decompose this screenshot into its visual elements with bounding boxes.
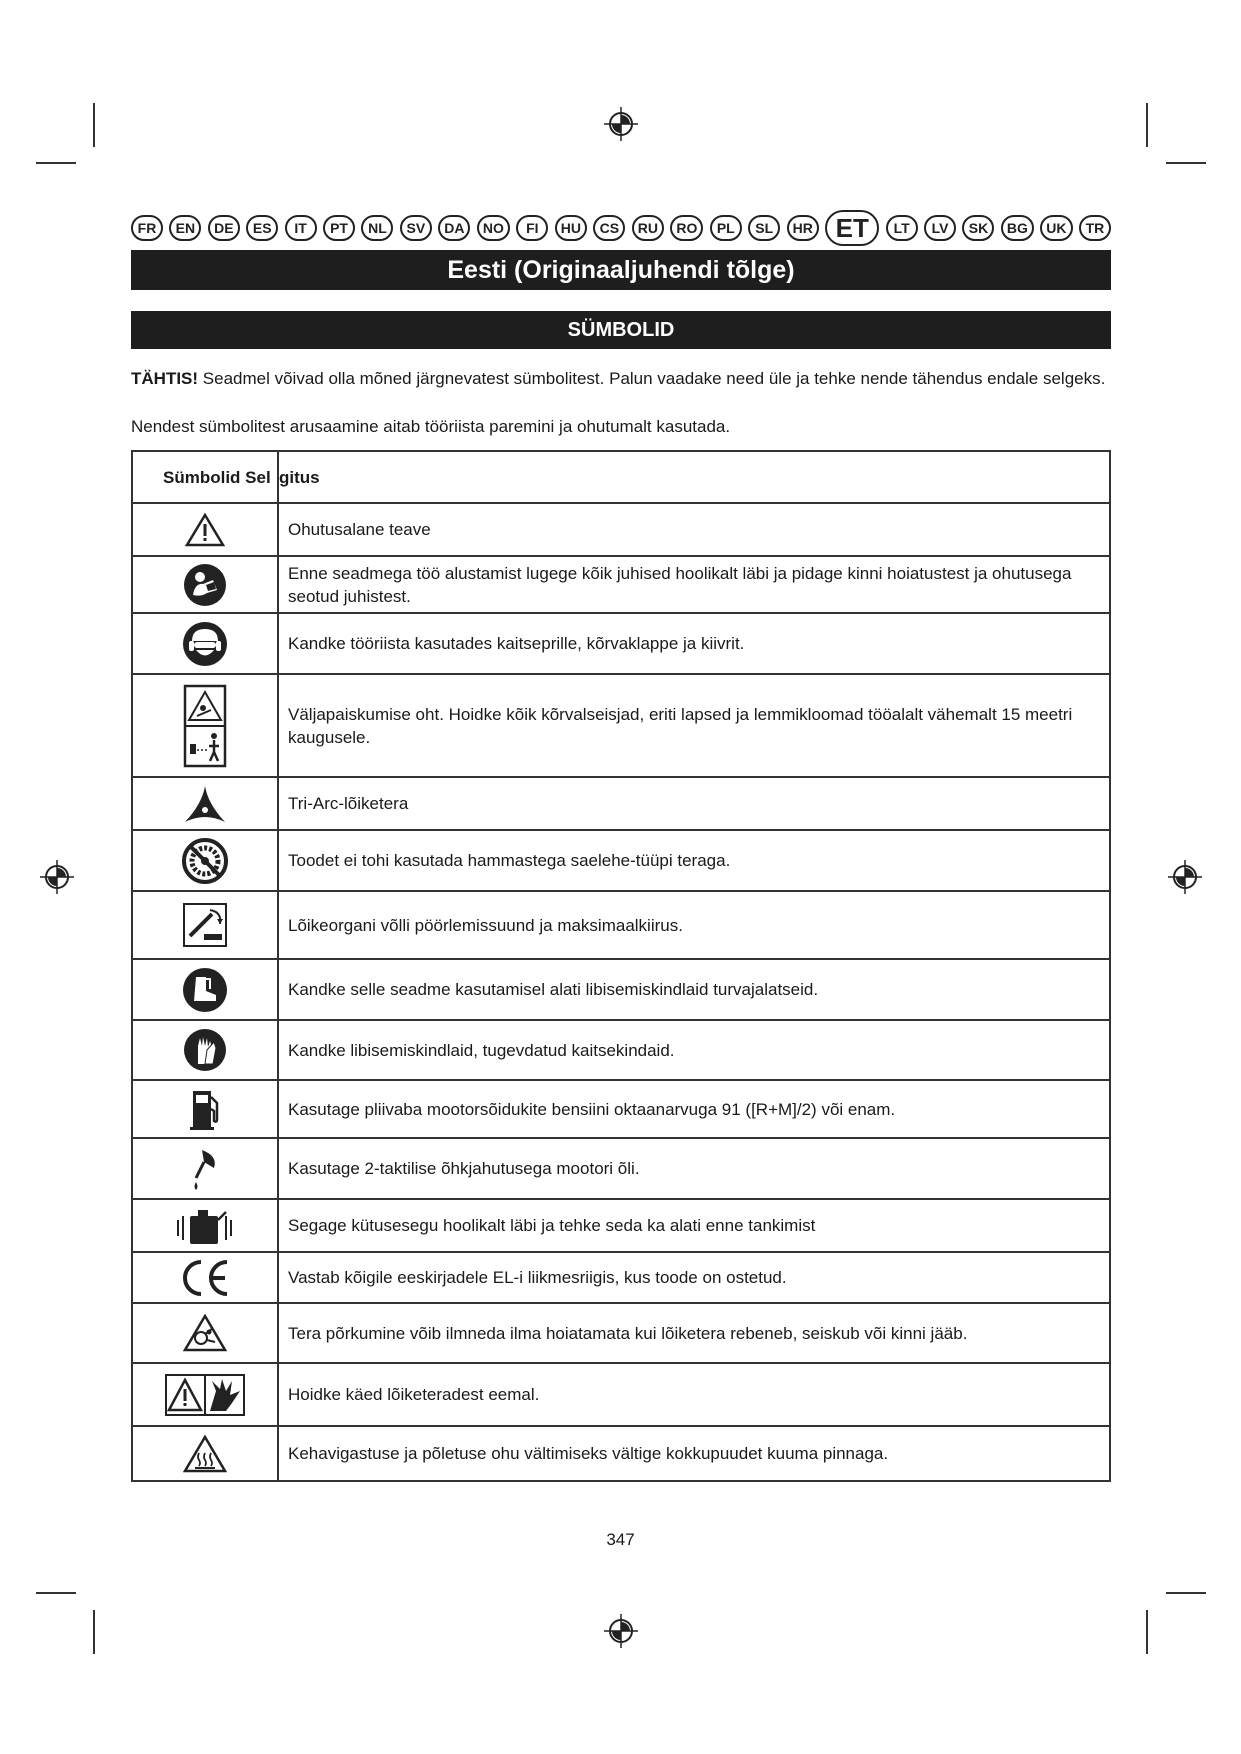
oil-can-icon <box>190 1146 220 1192</box>
table-row <box>132 830 1110 891</box>
table-row <box>132 503 1110 556</box>
table-row <box>132 1303 1110 1363</box>
description-cell: Enne seadmega töö alustamist lugege kõik juhised hoolikalt läbi ja pidage kinni hoiatustest ja ohutusega seotud juhistest. <box>278 556 1110 613</box>
description-cell: Tri-Arc-lõiketera <box>278 777 1110 830</box>
symbol-cell <box>132 556 278 613</box>
hot-surface-icon <box>183 1435 227 1473</box>
crop-mark <box>1166 162 1206 164</box>
table-row <box>132 613 1110 674</box>
language-tab[interactable]: CS <box>593 215 625 241</box>
table-row <box>132 674 1110 777</box>
language-tab[interactable]: TR <box>1079 215 1111 241</box>
crop-mark <box>1146 1610 1148 1654</box>
blade-thrust-warning-icon <box>183 1314 227 1352</box>
header-col2: gitus <box>279 467 320 487</box>
crop-mark <box>36 1592 76 1594</box>
header-cell <box>278 451 1110 503</box>
table-header-row <box>132 451 1110 503</box>
description-cell: Segage kütusesegu hoolikalt läbi ja tehke seda ka alati enne tankimist <box>278 1199 1110 1252</box>
language-tab[interactable]: SL <box>748 215 780 241</box>
table-row <box>132 556 1110 613</box>
symbol-cell <box>132 777 278 830</box>
symbol-cell <box>132 674 278 777</box>
symbol-cell <box>132 1080 278 1138</box>
keep-hands-away-icon <box>164 1373 246 1417</box>
registration-mark-icon <box>1168 860 1202 894</box>
language-selector <box>131 208 1111 248</box>
fuel-pump-icon <box>187 1087 223 1131</box>
ce-mark-icon <box>177 1258 233 1298</box>
language-tab[interactable]: LV <box>924 215 956 241</box>
language-tab[interactable]: PL <box>710 215 742 241</box>
crop-mark <box>36 162 76 164</box>
language-tab[interactable]: NL <box>361 215 393 241</box>
registration-mark-icon <box>604 107 638 141</box>
symbol-cell <box>132 1363 278 1426</box>
table-row <box>132 1138 1110 1199</box>
crop-mark <box>93 1610 95 1654</box>
language-tab[interactable]: BG <box>1001 215 1034 241</box>
symbol-cell <box>132 1020 278 1080</box>
table-row <box>132 1199 1110 1252</box>
table-row <box>132 777 1110 830</box>
language-tab[interactable]: ES <box>246 215 278 241</box>
description-cell: Kehavigastuse ja põletuse ohu vältimiseks vältige kokkupuudet kuuma pinnaga. <box>278 1426 1110 1481</box>
description-cell: Lõikeorgani võlli pöörlemissuund ja maksimaalkiirus. <box>278 891 1110 959</box>
symbol-cell <box>132 959 278 1020</box>
table-row <box>132 1363 1110 1426</box>
warning-triangle-icon <box>185 513 225 547</box>
table-row <box>132 1252 1110 1303</box>
language-tab[interactable]: NO <box>477 215 510 241</box>
description-cell: Ohutusalane teave <box>278 503 1110 556</box>
section-title: SÜMBOLID <box>131 311 1111 349</box>
important-label: TÄHTIS! <box>131 369 199 388</box>
helmet-goggles-earmuffs-icon <box>182 621 228 667</box>
intro-paragraph-2: Nendest sümbolitest arusaamine aitab tööriista paremini ja ohutumalt kasutada. <box>131 417 731 436</box>
symbol-cell <box>132 830 278 891</box>
shaft-rotation-speed-icon <box>182 902 228 948</box>
safety-gloves-icon <box>183 1028 227 1072</box>
page-number: 347 <box>606 1530 635 1549</box>
language-tab[interactable]: FI <box>516 215 548 241</box>
registration-mark-icon <box>604 1614 638 1648</box>
description-cell: Hoidke käed lõiketeradest eemal. <box>278 1363 1110 1426</box>
symbol-cell <box>132 1252 278 1303</box>
safety-boots-icon <box>182 967 228 1013</box>
symbol-cell <box>132 1138 278 1199</box>
language-tab[interactable]: HR <box>787 215 819 241</box>
description-cell: Kasutage pliivaba mootorsõidukite bensiini oktaanarvuga 91 ([R+M]/2) või enam. <box>278 1080 1110 1138</box>
language-tab[interactable]: IT <box>285 215 317 241</box>
table-row <box>132 1020 1110 1080</box>
description-cell: Toodet ei tohi kasutada hammastega saelehe-tüüpi teraga. <box>278 830 1110 891</box>
description-cell: Väljapaiskumise oht. Hoidke kõik kõrvalseisjad, eriti lapsed ja lemmikloomad tööalalt vähemalt 15 meetri kaugusele. <box>278 674 1110 777</box>
tri-arc-blade-icon <box>183 784 227 824</box>
table-row <box>132 891 1110 959</box>
language-tab[interactable]: HU <box>555 215 587 241</box>
intro-paragraph <box>131 368 1116 389</box>
crop-mark <box>93 103 95 147</box>
page-title: Eesti (Originaaljuhendi tõlge) <box>131 250 1111 290</box>
symbol-cell <box>132 1426 278 1481</box>
crop-mark <box>1146 103 1148 147</box>
table-row <box>132 1426 1110 1481</box>
table-row <box>132 1080 1110 1138</box>
header-cell <box>132 451 278 503</box>
language-tab[interactable]: SK <box>962 215 994 241</box>
description-cell: Kandke tööriista kasutades kaitseprille, kõrvaklappe ja kiivrit. <box>278 613 1110 674</box>
description-cell: Kandke selle seadme kasutamisel alati libisemiskindlaid turvajalatseid. <box>278 959 1110 1020</box>
read-manual-icon <box>183 563 227 607</box>
symbols-table <box>131 450 1111 1482</box>
table-row <box>132 959 1110 1020</box>
registration-mark-icon <box>40 860 74 894</box>
description-cell: Kasutage 2-taktilise õhkjahutusega mootori õli. <box>278 1138 1110 1199</box>
language-tab[interactable]: DE <box>208 215 240 241</box>
language-tab[interactable]: RU <box>632 215 664 241</box>
language-tab[interactable]: EN <box>169 215 201 241</box>
important-text: Seadmel võivad olla mõned järgnevatest sümbolitest. Palun vaadake need üle ja tehke nende tähendus endale selgeks. <box>198 369 1106 388</box>
symbol-cell <box>132 1303 278 1363</box>
language-tab[interactable]: FR <box>131 215 163 241</box>
symbol-cell <box>132 503 278 556</box>
crop-mark <box>1166 1592 1206 1594</box>
description-cell: Kandke libisemiskindlaid, tugevdatud kaitsekindaid. <box>278 1020 1110 1080</box>
language-tab[interactable]: RO <box>670 215 703 241</box>
language-tab[interactable]: LT <box>886 215 918 241</box>
language-tab[interactable]: SV <box>400 215 432 241</box>
no-saw-blade-icon <box>182 838 228 884</box>
thrown-objects-distance-icon <box>183 684 227 768</box>
fuel-canister-mix-icon <box>174 1206 236 1246</box>
symbol-cell <box>132 891 278 959</box>
description-cell: Vastab kõigile eeskirjadele EL-i liikmesriigis, kus toode on ostetud. <box>278 1252 1110 1303</box>
symbol-cell <box>132 613 278 674</box>
description-cell: Tera põrkumine võib ilmneda ilma hoiatamata kui lõiketera rebeneb, seiskub või kinni jääb. <box>278 1303 1110 1363</box>
language-tab[interactable]: DA <box>438 215 470 241</box>
symbol-cell <box>132 1199 278 1252</box>
language-tab[interactable]: UK <box>1040 215 1072 241</box>
header-col1: Sümbolid Sel <box>163 468 271 487</box>
language-tab-active[interactable]: ET <box>825 210 879 246</box>
language-tab[interactable]: PT <box>323 215 355 241</box>
